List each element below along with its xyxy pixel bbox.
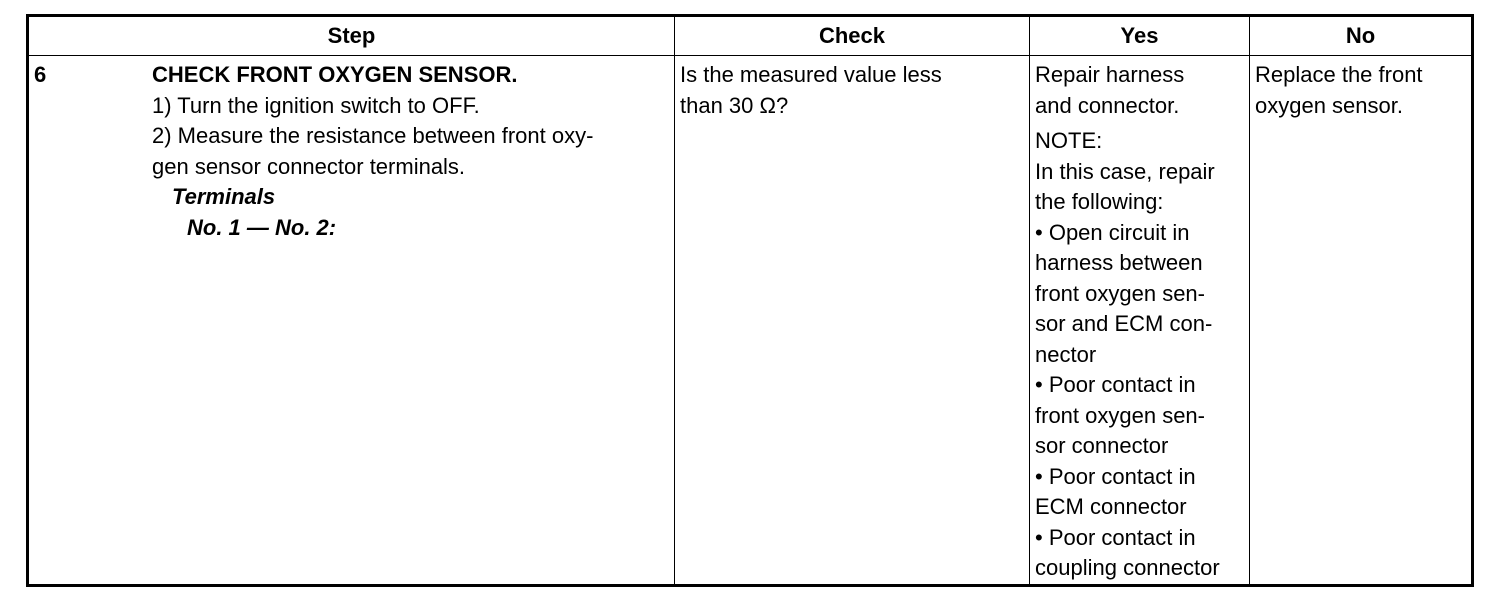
terminals-label: Terminals <box>172 184 276 209</box>
no-cell <box>1250 56 1473 586</box>
step-line: gen sensor connector terminals. <box>152 153 466 179</box>
bullet-line: front oxygen sen- <box>1035 280 1205 306</box>
check-line: Is the measured value less <box>680 62 942 87</box>
header-yes: Yes <box>1030 16 1250 56</box>
bullet-line: harness between <box>1035 250 1203 275</box>
header-no: No <box>1250 16 1473 56</box>
diagnosis-table <box>26 14 1474 587</box>
yes-line: Repair harness <box>1035 62 1185 87</box>
yes-line: and connector. <box>1035 92 1180 118</box>
bullet-line: • Poor contact in <box>1035 523 1244 554</box>
bullet-line: coupling connector <box>1035 555 1220 580</box>
check-cell <box>675 56 1030 586</box>
header-check: Check <box>675 16 1030 56</box>
note-label: NOTE: <box>1035 128 1103 153</box>
bullet-line: • Poor contact in <box>1035 462 1244 493</box>
header-step: Step <box>28 16 675 56</box>
note-line: In this case, repair <box>1035 158 1215 184</box>
table-row <box>28 56 1473 586</box>
no-line: oxygen sensor. <box>1255 92 1403 118</box>
no-line: Replace the front <box>1255 62 1423 87</box>
bullet-line: front oxygen sen- <box>1035 402 1205 428</box>
bullet-line: ECM connector <box>1035 494 1187 519</box>
step-number: 6 <box>34 62 47 87</box>
header-row <box>28 16 1473 56</box>
bullet-line: • Open circuit in <box>1035 218 1244 249</box>
bullet-line: sor and ECM con- <box>1035 311 1213 336</box>
step-line: 1) Turn the ignition switch to OFF. <box>152 92 480 118</box>
check-line: than 30 Ω? <box>680 92 789 118</box>
terminals-value: No. 1 — No. 2: <box>187 214 337 240</box>
bullet-line: • Poor contact in <box>1035 370 1244 401</box>
step-title: CHECK FRONT OXYGEN SENSOR. <box>152 62 518 87</box>
note-line: the following: <box>1035 189 1164 214</box>
step-cell <box>28 56 675 586</box>
bullet-line: sor connector <box>1035 433 1169 458</box>
yes-cell <box>1030 56 1250 586</box>
bullet-line: nector <box>1035 341 1097 367</box>
step-line: 2) Measure the resistance between front oxy- <box>152 123 594 148</box>
